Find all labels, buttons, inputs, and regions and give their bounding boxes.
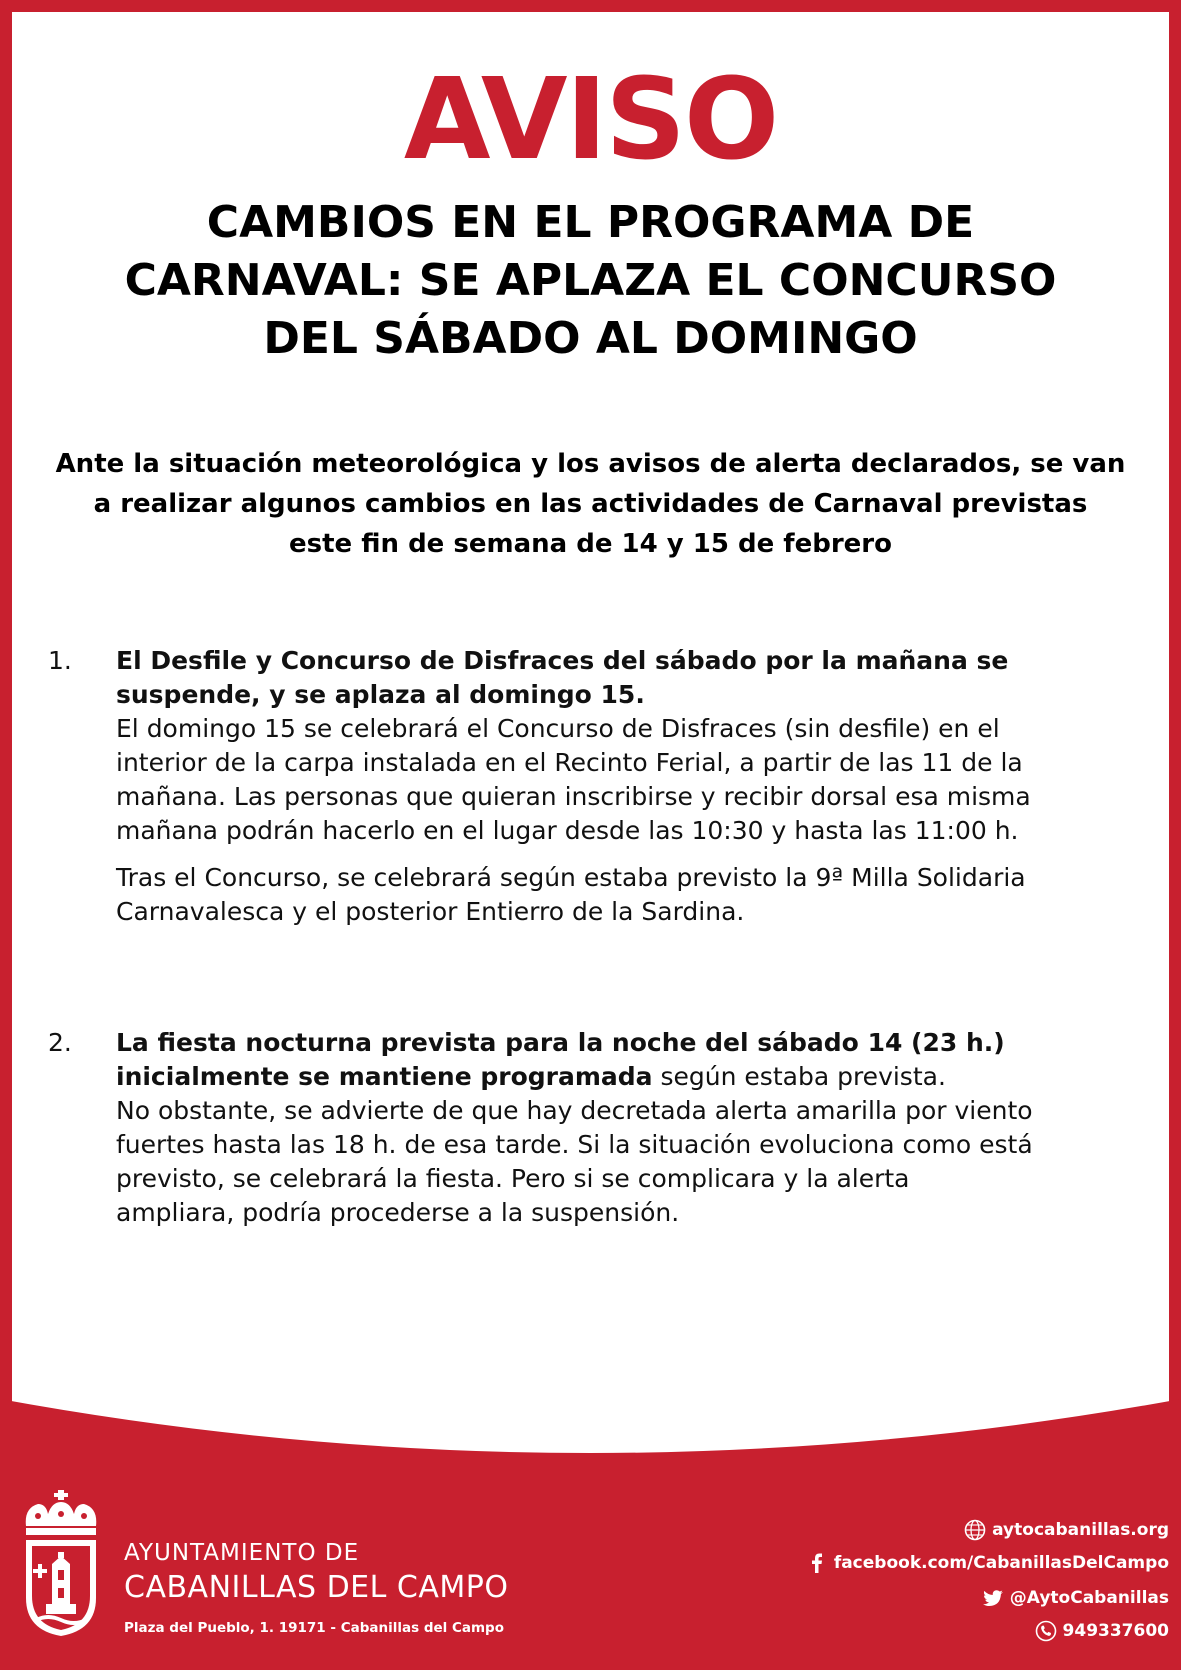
item-text-line: mañana. Las personas que quieran inscribirse y recibir dorsal esa misma [116,782,1031,811]
phone-text: 949337600 [1062,1621,1169,1641]
subtitle [32,194,1149,368]
facebook-text: facebook.com/CabanillasDelCampo [833,1553,1169,1573]
main-title: AVISO [403,55,778,185]
twitter-text: @AytoCabanillas [1009,1588,1169,1608]
phone-icon [1035,1620,1057,1642]
item-text-line: Carnavalesca y el posterior Entierro de la Sardina. [116,897,745,926]
coat-of-arms-icon [22,1490,100,1638]
facebook-link[interactable] [806,1551,1169,1575]
subtitle-line: DEL SÁBADO AL DOMINGO [263,313,918,364]
item-text-line: El domingo 15 se celebrará el Concurso de Disfraces (sin desfile) en el [116,714,1000,743]
item-mixed-line [116,1060,1156,1094]
item-text-line: interior de la carpa instalada en el Recinto Ferial, a partir de las 11 de la [116,748,1023,777]
website-link[interactable] [964,1518,1169,1542]
item-bold-inline: inicialmente se mantiene programada [116,1062,653,1091]
intro-line: a realizar algunos cambios en las actividades de Carnaval previstas [93,489,1088,519]
website-text: aytocabanillas.org [992,1520,1169,1540]
phone-link[interactable] [1035,1619,1169,1643]
twitter-link[interactable] [982,1586,1169,1610]
item-text-line: previsto, se celebrará la fiesta. Pero si se complicara y la alerta [116,1164,910,1193]
item-text-line: Tras el Concurso, se celebrará según estaba previsto la 9ª Milla Solidaria [116,863,1026,892]
item-number: 2. [48,1028,72,1057]
item-body [116,1026,1156,1230]
item-body [116,644,1156,929]
item-bold-line: suspende, y se aplaza al domingo 15. [116,680,645,709]
globe-icon [964,1519,986,1541]
intro-paragraph [32,444,1149,564]
org-address: Plaza del Pueblo, 1. 19171 - Cabanillas del Campo [124,1620,504,1636]
item-number: 1. [48,646,72,675]
org-name-line1: AYUNTAMIENTO DE [124,1540,360,1566]
item-text-line: mañana podrán hacerlo en el lugar desde las 10:30 y hasta las 11:00 h. [116,816,1019,845]
item-text-line: ampliara, podría procederse a la suspensión. [116,1198,680,1227]
item-bold-line: La fiesta nocturna prevista para la noche del sábado 14 (23 h.) [116,1028,1005,1057]
subtitle-line: CAMBIOS EN EL PROGRAMA DE [206,197,975,248]
intro-line: Ante la situación meteorológica y los avisos de alerta declarados, se van [55,449,1126,479]
item-inline-rest: según estaba prevista. [652,1062,946,1091]
org-name-line2: CABANILLAS DEL CAMPO [124,1570,509,1605]
item-text-line: No obstante, se advierte de que hay decretada alerta amarilla por viento [116,1096,1033,1125]
subtitle-line: CARNAVAL: SE APLAZA EL CONCURSO [124,255,1057,306]
facebook-icon [806,1552,828,1574]
twitter-icon [982,1587,1004,1609]
item-bold-line: El Desfile y Concurso de Disfraces del sábado por la mañana se [116,646,1009,675]
intro-line: este fin de semana de 14 y 15 de febrero [289,529,892,559]
item-text-line: fuertes hasta las 18 h. de esa tarde. Si la situación evoluciona como está [116,1130,1033,1159]
